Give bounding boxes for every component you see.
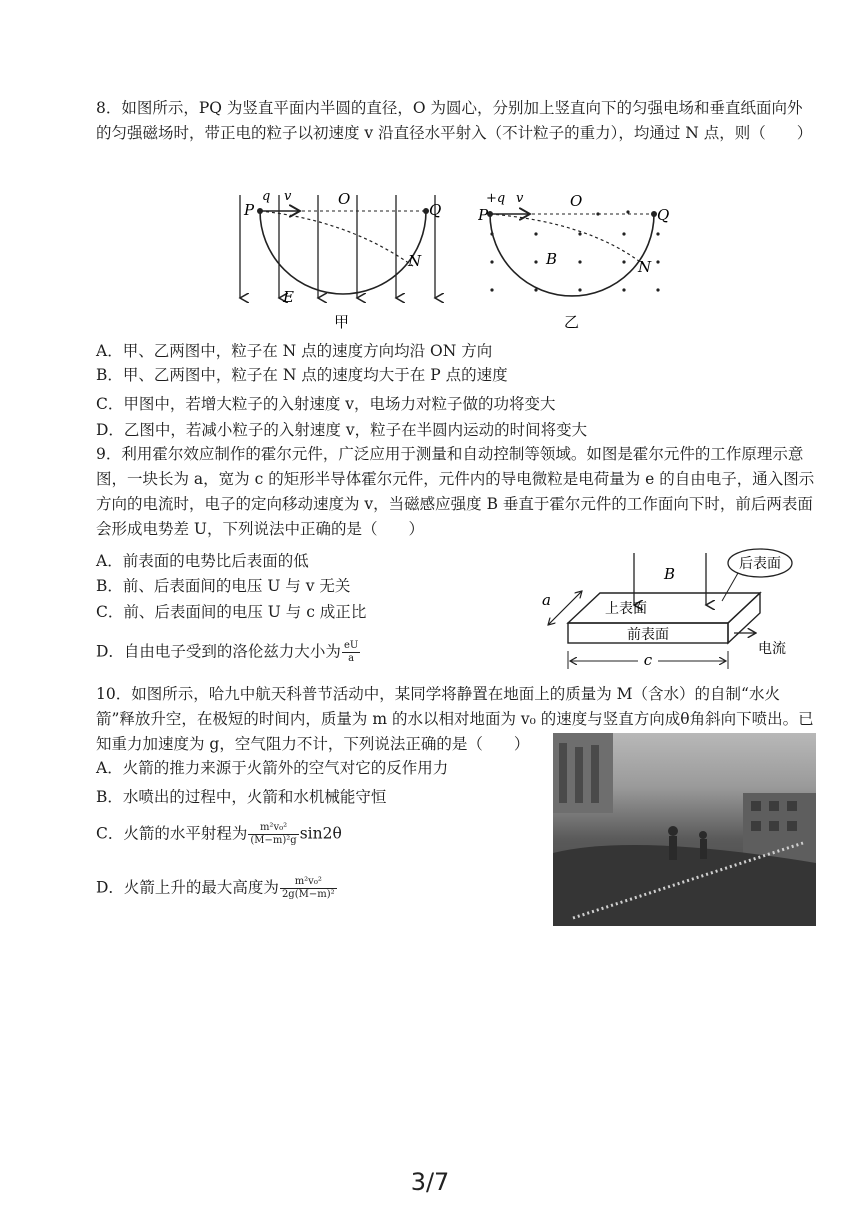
label-p: P [478,206,489,224]
q9-option-c: C．前、后表面间的电压 U 与 c 成正比 [96,603,367,621]
q9-option-d [96,640,361,665]
q9-stem: 9．利用霍尔效应制作的霍尔元件，广泛应用于测量和自动控制等领域。如图是霍尔元件的工作原理示意图，一块长为 a，宽为 c 的矩形半导体霍尔元件，元件内的导电微粒是电荷量为 e 的自由电子，通入图示方向的电流时，电子的定向移动速度为 v，当磁感应强度 B 垂直于霍尔元件的工作面向下时，前后两表面会形成电势差 U，下列说法中正确的是（ ） [96,445,815,538]
label-o: O [338,190,351,208]
q8-option-b: B．甲、乙两图中，粒子在 N 点的速度均大于在 P 点的速度 [96,366,508,384]
q8-option-d: D．乙图中，若减小粒子的入射速度 v，粒子在半圆内运动的时间将变大 [96,421,588,439]
q8-figure-jia [228,180,460,332]
label-q-charge: q [262,189,271,204]
q10-option-b: B．水喷出的过程中，火箭和水机械能守恒 [96,788,387,806]
q10-option-a: A．火箭的推力来源于火箭外的空气对它的反作用力 [96,759,449,777]
fraction-numerator: m²v₀² [248,822,298,835]
label-current: 电流 [758,641,786,657]
q8-option-a: A．甲、乙两图中，粒子在 N 点的速度方向均沿 ON 方向 [96,342,493,360]
q10-option-d-text: D．火箭上升的最大高度为 [96,878,279,897]
q9-option-b: B．前、后表面间的电压 U 与 v 无关 [96,577,351,595]
caption-jia: 甲 [334,313,350,331]
label-v: v [284,189,292,204]
photo-scene [553,733,816,926]
label-q-point: Q [657,206,670,224]
q10-option-c [96,822,342,847]
q9-option-d-text: D．自由电子受到的洛伦兹力大小为 [96,642,341,661]
label-n: N [408,252,422,270]
q10-option-d-fraction [280,876,337,901]
fraction-numerator: m²v₀² [280,876,337,889]
q10-option-c-suffix: sin2θ [299,824,342,843]
q10-option-d [96,876,338,901]
label-c: c [643,651,653,669]
label-p: P [244,201,255,219]
q10-stem: 10．如图所示，哈九中航天科普节活动中，某同学将静置在地面上的质量为 M（含水）的自制“水火箭”释放升空，在极短的时间内，质量为 m 的水以相对地面为 v₀ 的速度与竖直方向成θ角斜向下喷出。已知重力加速度为 g，空气阻力不计，下列说法正确的是（ ） [96,685,814,753]
fraction-denominator: 2g(M−m)² [281,889,335,900]
label-q-point: Q [429,201,442,219]
fraction-denominator: a [348,653,355,664]
label-o: O [570,192,583,210]
label-a: a [542,591,551,609]
label-e: E [283,288,294,306]
q10-option-c-text: C．火箭的水平射程为 [96,824,248,843]
label-front-surface: 前表面 [627,627,669,643]
label-b: B [546,250,558,268]
label-v: v [516,191,524,206]
label-plus-q: +q [486,191,506,206]
water-rocket-photo [553,733,816,926]
label-n: N [638,258,652,276]
label-back-surface: 后表面 [739,556,781,572]
q8-option-c: C．甲图中，若增大粒子的入射速度 v，电场力对粒子做的功将变大 [96,395,556,413]
fraction-numerator: eU [343,640,359,651]
fraction-denominator: (M−m)²g [250,835,297,846]
label-b: B [664,565,676,583]
page-number: 3/7 [410,1168,450,1196]
q9-hall-element-figure [538,545,818,675]
q8-stem: 8．如图所示，PQ 为竖直平面内半圆的直径，O 为圆心，分别加上竖直向下的匀强电场和垂直纸面向外的匀强磁场时，带正电的粒子以初速度 v 沿直径水平射入（不计粒子的重力），均通过 N 点，则（ ） [96,99,813,142]
q8-figure-yi [478,180,670,332]
q9-option-a: A．前表面的电势比后表面的低 [96,552,309,570]
q10-option-c-fraction [248,822,298,847]
label-top-surface: 上表面 [605,601,647,617]
caption-yi: 乙 [564,313,580,331]
q9-option-d-fraction [342,640,360,665]
